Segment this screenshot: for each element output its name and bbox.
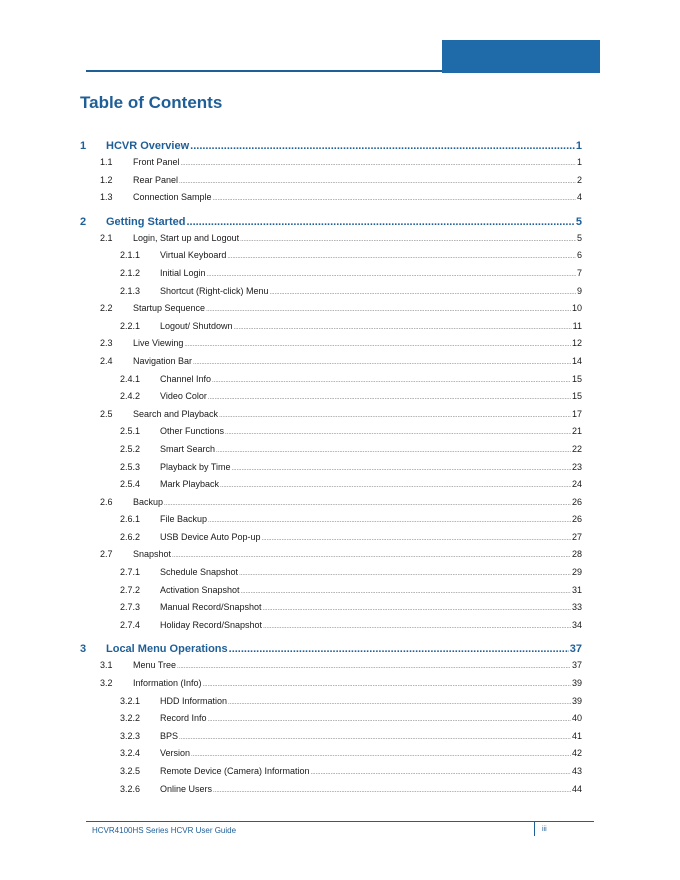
toc-entry-page: 14 [571, 355, 582, 366]
toc-entry-number: 2 [80, 215, 87, 228]
toc-dot-leader [181, 161, 576, 167]
toc-entry-level-1[interactable] [80, 216, 582, 233]
toc-entry-label: Version [160, 748, 191, 759]
header-rule [86, 70, 442, 72]
toc-entry-page: 42 [571, 748, 582, 759]
toc-entry-number: 2.4 [100, 355, 113, 366]
toc-dot-leader [213, 788, 571, 794]
toc-entry-page: 7 [576, 267, 582, 278]
toc-entry-level-2[interactable] [80, 233, 582, 251]
toc-dot-leader [207, 272, 576, 278]
toc-entry-number: 3.2.2 [120, 713, 141, 724]
toc-entry-page: 21 [571, 426, 582, 437]
toc-dot-leader [177, 664, 571, 670]
header-accent-block [442, 40, 600, 73]
toc-entry-number: 2.1.3 [120, 285, 141, 296]
toc-entry-page: 6 [576, 250, 582, 261]
table-of-contents [80, 134, 582, 801]
toc-entry-page: 31 [571, 584, 582, 595]
toc-entry-label: Login, Start up and Logout [133, 232, 240, 243]
toc-entry-level-2[interactable] [80, 303, 582, 321]
toc-entry-page: 5 [575, 215, 582, 228]
toc-entry-page: 1 [576, 157, 582, 167]
toc-entry-number: 2.1.2 [120, 267, 141, 278]
toc-entry-number: 2.7.3 [120, 602, 141, 613]
toc-dot-leader [229, 643, 569, 655]
toc-entry-page: 39 [571, 678, 582, 689]
toc-entry-label: Search and Playback [133, 408, 219, 419]
toc-entry-number: 3.2.6 [120, 783, 141, 794]
toc-dot-leader [186, 216, 574, 228]
toc-entry-level-2[interactable] [80, 409, 582, 427]
toc-dot-leader [208, 395, 571, 401]
toc-entry-number: 2.3 [100, 338, 113, 349]
toc-dot-leader [193, 360, 571, 366]
toc-dot-leader [208, 518, 571, 524]
toc-dot-leader [213, 196, 576, 202]
toc-entry-level-3[interactable] [80, 426, 582, 444]
toc-entry-number: 2.7.4 [120, 619, 141, 630]
toc-entry-level-3[interactable] [80, 444, 582, 462]
toc-entry-level-3[interactable] [80, 567, 582, 585]
toc-entry-page: 37 [571, 660, 582, 671]
toc-dot-leader [232, 466, 571, 472]
toc-dot-leader [263, 624, 571, 630]
toc-entry-label: BPS [160, 730, 179, 741]
toc-entry-number: 2.1.1 [120, 250, 141, 261]
toc-entry-level-3[interactable] [80, 268, 582, 286]
toc-dot-leader [190, 140, 575, 152]
toc-dot-leader [241, 589, 571, 595]
toc-entry-label: Logout/ Shutdown [160, 320, 233, 331]
toc-entry-level-3[interactable] [80, 731, 582, 749]
toc-entry-level-2[interactable] [80, 497, 582, 515]
toc-entry-label: Remote Device (Camera) Information [160, 766, 310, 776]
toc-dot-leader [179, 179, 576, 185]
toc-entry-level-2[interactable] [80, 356, 582, 374]
toc-entry-label: Live Viewing [133, 338, 184, 349]
toc-entry-level-3[interactable] [80, 514, 582, 532]
toc-dot-leader [164, 501, 571, 507]
toc-entry-page: 15 [571, 373, 582, 384]
toc-entry-level-2[interactable] [80, 192, 582, 210]
toc-entry-label: Schedule Snapshot [160, 567, 239, 578]
toc-entry-number: 3 [80, 643, 87, 656]
toc-entry-label: Startup Sequence [133, 303, 206, 314]
toc-entry-level-3[interactable] [80, 713, 582, 731]
toc-entry-number: 2.1 [100, 232, 113, 243]
page-title: Table of Contents [80, 93, 223, 112]
toc-entry-page: 2 [576, 174, 582, 185]
toc-entry-page: 17 [571, 408, 582, 419]
toc-entry-page: 11 [572, 320, 582, 331]
footer-page-number: iii [542, 826, 547, 833]
toc-entry-number: 2.6.1 [120, 514, 141, 525]
toc-entry-number: 1.3 [100, 192, 113, 203]
toc-dot-leader [220, 483, 571, 489]
toc-entry-level-2[interactable] [80, 678, 582, 696]
toc-entry-label: Manual Record/Snapshot [160, 602, 262, 613]
toc-dot-leader [206, 307, 571, 313]
toc-entry-level-3[interactable] [80, 462, 582, 480]
toc-dot-leader [216, 448, 571, 454]
toc-dot-leader [172, 553, 571, 559]
toc-entry-label: Backup [133, 496, 164, 507]
toc-entry-label: Shortcut (Right-click) Menu [160, 285, 269, 296]
toc-entry-label: HCVR Overview [106, 140, 190, 152]
toc-dot-leader [208, 717, 571, 723]
toc-entry-page: 37 [569, 643, 582, 656]
toc-entry-page: 4 [576, 192, 582, 203]
footer-separator [534, 821, 535, 836]
footer-rule [86, 821, 594, 822]
toc-entry-label: Holiday Record/Snapshot [160, 619, 263, 630]
toc-entry-label: Rear Panel [133, 174, 179, 185]
toc-entry-page: 28 [571, 549, 582, 560]
toc-entry-number: 3.2 [100, 678, 113, 689]
toc-entry-page: 34 [571, 619, 582, 630]
toc-entry-page: 29 [571, 567, 582, 578]
toc-entry-label: Record Info [160, 713, 207, 724]
toc-dot-leader [262, 536, 571, 542]
toc-entry-number: 2.7.2 [120, 584, 141, 595]
toc-entry-number: 2.6.2 [120, 531, 141, 542]
toc-entry-level-3[interactable] [80, 766, 582, 784]
toc-entry-number: 2.4.2 [120, 391, 141, 402]
toc-entry-page: 1 [575, 140, 582, 152]
toc-entry-label: Connection Sample [133, 192, 212, 203]
toc-entry-level-3[interactable] [80, 585, 582, 603]
toc-entry-number: 2.2.1 [120, 320, 141, 331]
toc-entry-level-3[interactable] [80, 602, 582, 620]
toc-entry-level-3[interactable] [80, 696, 582, 714]
toc-dot-leader [240, 237, 576, 243]
toc-entry-label: Navigation Bar [133, 355, 193, 366]
toc-entry-label: Other Functions [160, 426, 225, 437]
toc-entry-label: Playback by Time [160, 461, 231, 472]
toc-entry-level-3[interactable] [80, 748, 582, 766]
toc-entry-level-2[interactable] [80, 175, 582, 193]
toc-entry-level-3[interactable] [80, 391, 582, 409]
toc-entry-level-1[interactable] [80, 643, 582, 660]
toc-entry-label: Video Color [160, 391, 207, 402]
toc-entry-level-2[interactable] [80, 338, 582, 356]
toc-entry-page: 15 [571, 391, 582, 402]
toc-dot-leader [227, 254, 576, 260]
toc-entry-number: 3.2.4 [120, 748, 141, 759]
toc-entry-number: 2.5.1 [120, 426, 141, 437]
toc-entry-label: Channel Info [160, 373, 212, 384]
toc-entry-number: 2.2 [100, 303, 113, 314]
toc-entry-label: Mark Playback [160, 479, 220, 490]
toc-dot-leader [191, 752, 571, 758]
toc-entry-page: 44 [571, 783, 582, 794]
footer-title: HCVR4100HS Series HCVR User Guide [92, 826, 237, 835]
toc-entry-level-3[interactable] [80, 532, 582, 550]
toc-entry-number: 2.5.4 [120, 479, 141, 490]
toc-entry-number: 2.5.3 [120, 461, 141, 472]
toc-dot-leader [212, 378, 571, 384]
toc-entry-page: 12 [571, 338, 582, 349]
toc-dot-leader [225, 430, 571, 436]
toc-entry-page: 22 [571, 443, 582, 454]
toc-entry-page: 10 [571, 303, 582, 314]
toc-entry-page: 24 [571, 479, 582, 490]
toc-entry-level-3[interactable] [80, 374, 582, 392]
toc-dot-leader [179, 735, 571, 741]
toc-entry-label: Information (Info) [133, 678, 202, 689]
toc-entry-level-3[interactable] [80, 479, 582, 497]
toc-entry-label: Virtual Keyboard [160, 250, 227, 261]
toc-entry-page: 9 [576, 285, 582, 296]
toc-entry-level-3[interactable] [80, 620, 582, 638]
toc-dot-leader [270, 290, 576, 296]
toc-entry-page: 33 [571, 602, 582, 613]
toc-entry-label: Menu Tree [133, 660, 177, 671]
toc-entry-number: 2.5.2 [120, 443, 141, 454]
toc-entry-number: 2.7.1 [120, 567, 141, 578]
toc-entry-number: 1.1 [100, 157, 113, 167]
toc-entry-label: Smart Search [160, 443, 216, 454]
toc-entry-level-2[interactable] [80, 549, 582, 567]
toc-entry-label: File Backup [160, 514, 208, 525]
toc-entry-number: 2.4.1 [120, 373, 141, 384]
toc-entry-label: USB Device Auto Pop-up [160, 531, 261, 542]
toc-entry-label: Local Menu Operations [106, 643, 228, 656]
toc-dot-leader [219, 413, 571, 419]
toc-entry-page: 43 [571, 766, 582, 776]
toc-entry-label: Snapshot [133, 549, 172, 560]
toc-entry-number: 3.1 [100, 660, 113, 671]
toc-entry-label: Online Users [160, 783, 213, 794]
toc-entry-label: Getting Started [106, 215, 186, 228]
toc-entry-label: Activation Snapshot [160, 584, 240, 595]
toc-dot-leader [234, 325, 572, 331]
toc-entry-number: 3.2.3 [120, 730, 141, 741]
toc-entry-level-3[interactable] [80, 286, 582, 304]
toc-entry-label: HDD Information [160, 695, 228, 706]
toc-entry-level-2[interactable] [80, 157, 582, 175]
toc-entry-label: Front Panel [133, 157, 180, 167]
toc-entry-page: 41 [571, 730, 582, 741]
toc-dot-leader [184, 342, 571, 348]
toc-dot-leader [263, 606, 571, 612]
toc-entry-level-1[interactable] [80, 140, 582, 157]
toc-entry-number: 3.2.5 [120, 766, 141, 776]
toc-entry-number: 2.5 [100, 408, 113, 419]
toc-entry-page: 5 [576, 232, 582, 243]
toc-entry-page: 26 [571, 514, 582, 525]
toc-entry-page: 39 [571, 695, 582, 706]
toc-entry-number: 2.7 [100, 549, 113, 560]
toc-entry-number: 1.2 [100, 174, 113, 185]
toc-entry-page: 27 [571, 531, 582, 542]
toc-entry-number: 2.6 [100, 496, 113, 507]
toc-entry-number: 1 [80, 140, 87, 152]
toc-entry-level-3[interactable] [80, 321, 582, 339]
toc-entry-number: 3.2.1 [120, 695, 141, 706]
toc-entry-level-2[interactable] [80, 660, 582, 678]
toc-entry-label: Initial Login [160, 267, 206, 278]
toc-dot-leader [239, 571, 571, 577]
toc-entry-page: 26 [571, 496, 582, 507]
toc-entry-page: 23 [571, 461, 582, 472]
toc-dot-leader [203, 682, 571, 688]
toc-dot-leader [228, 700, 571, 706]
toc-entry-level-3[interactable] [80, 784, 582, 802]
toc-entry-level-3[interactable] [80, 250, 582, 268]
toc-dot-leader [311, 770, 571, 776]
toc-entry-page: 40 [571, 713, 582, 724]
